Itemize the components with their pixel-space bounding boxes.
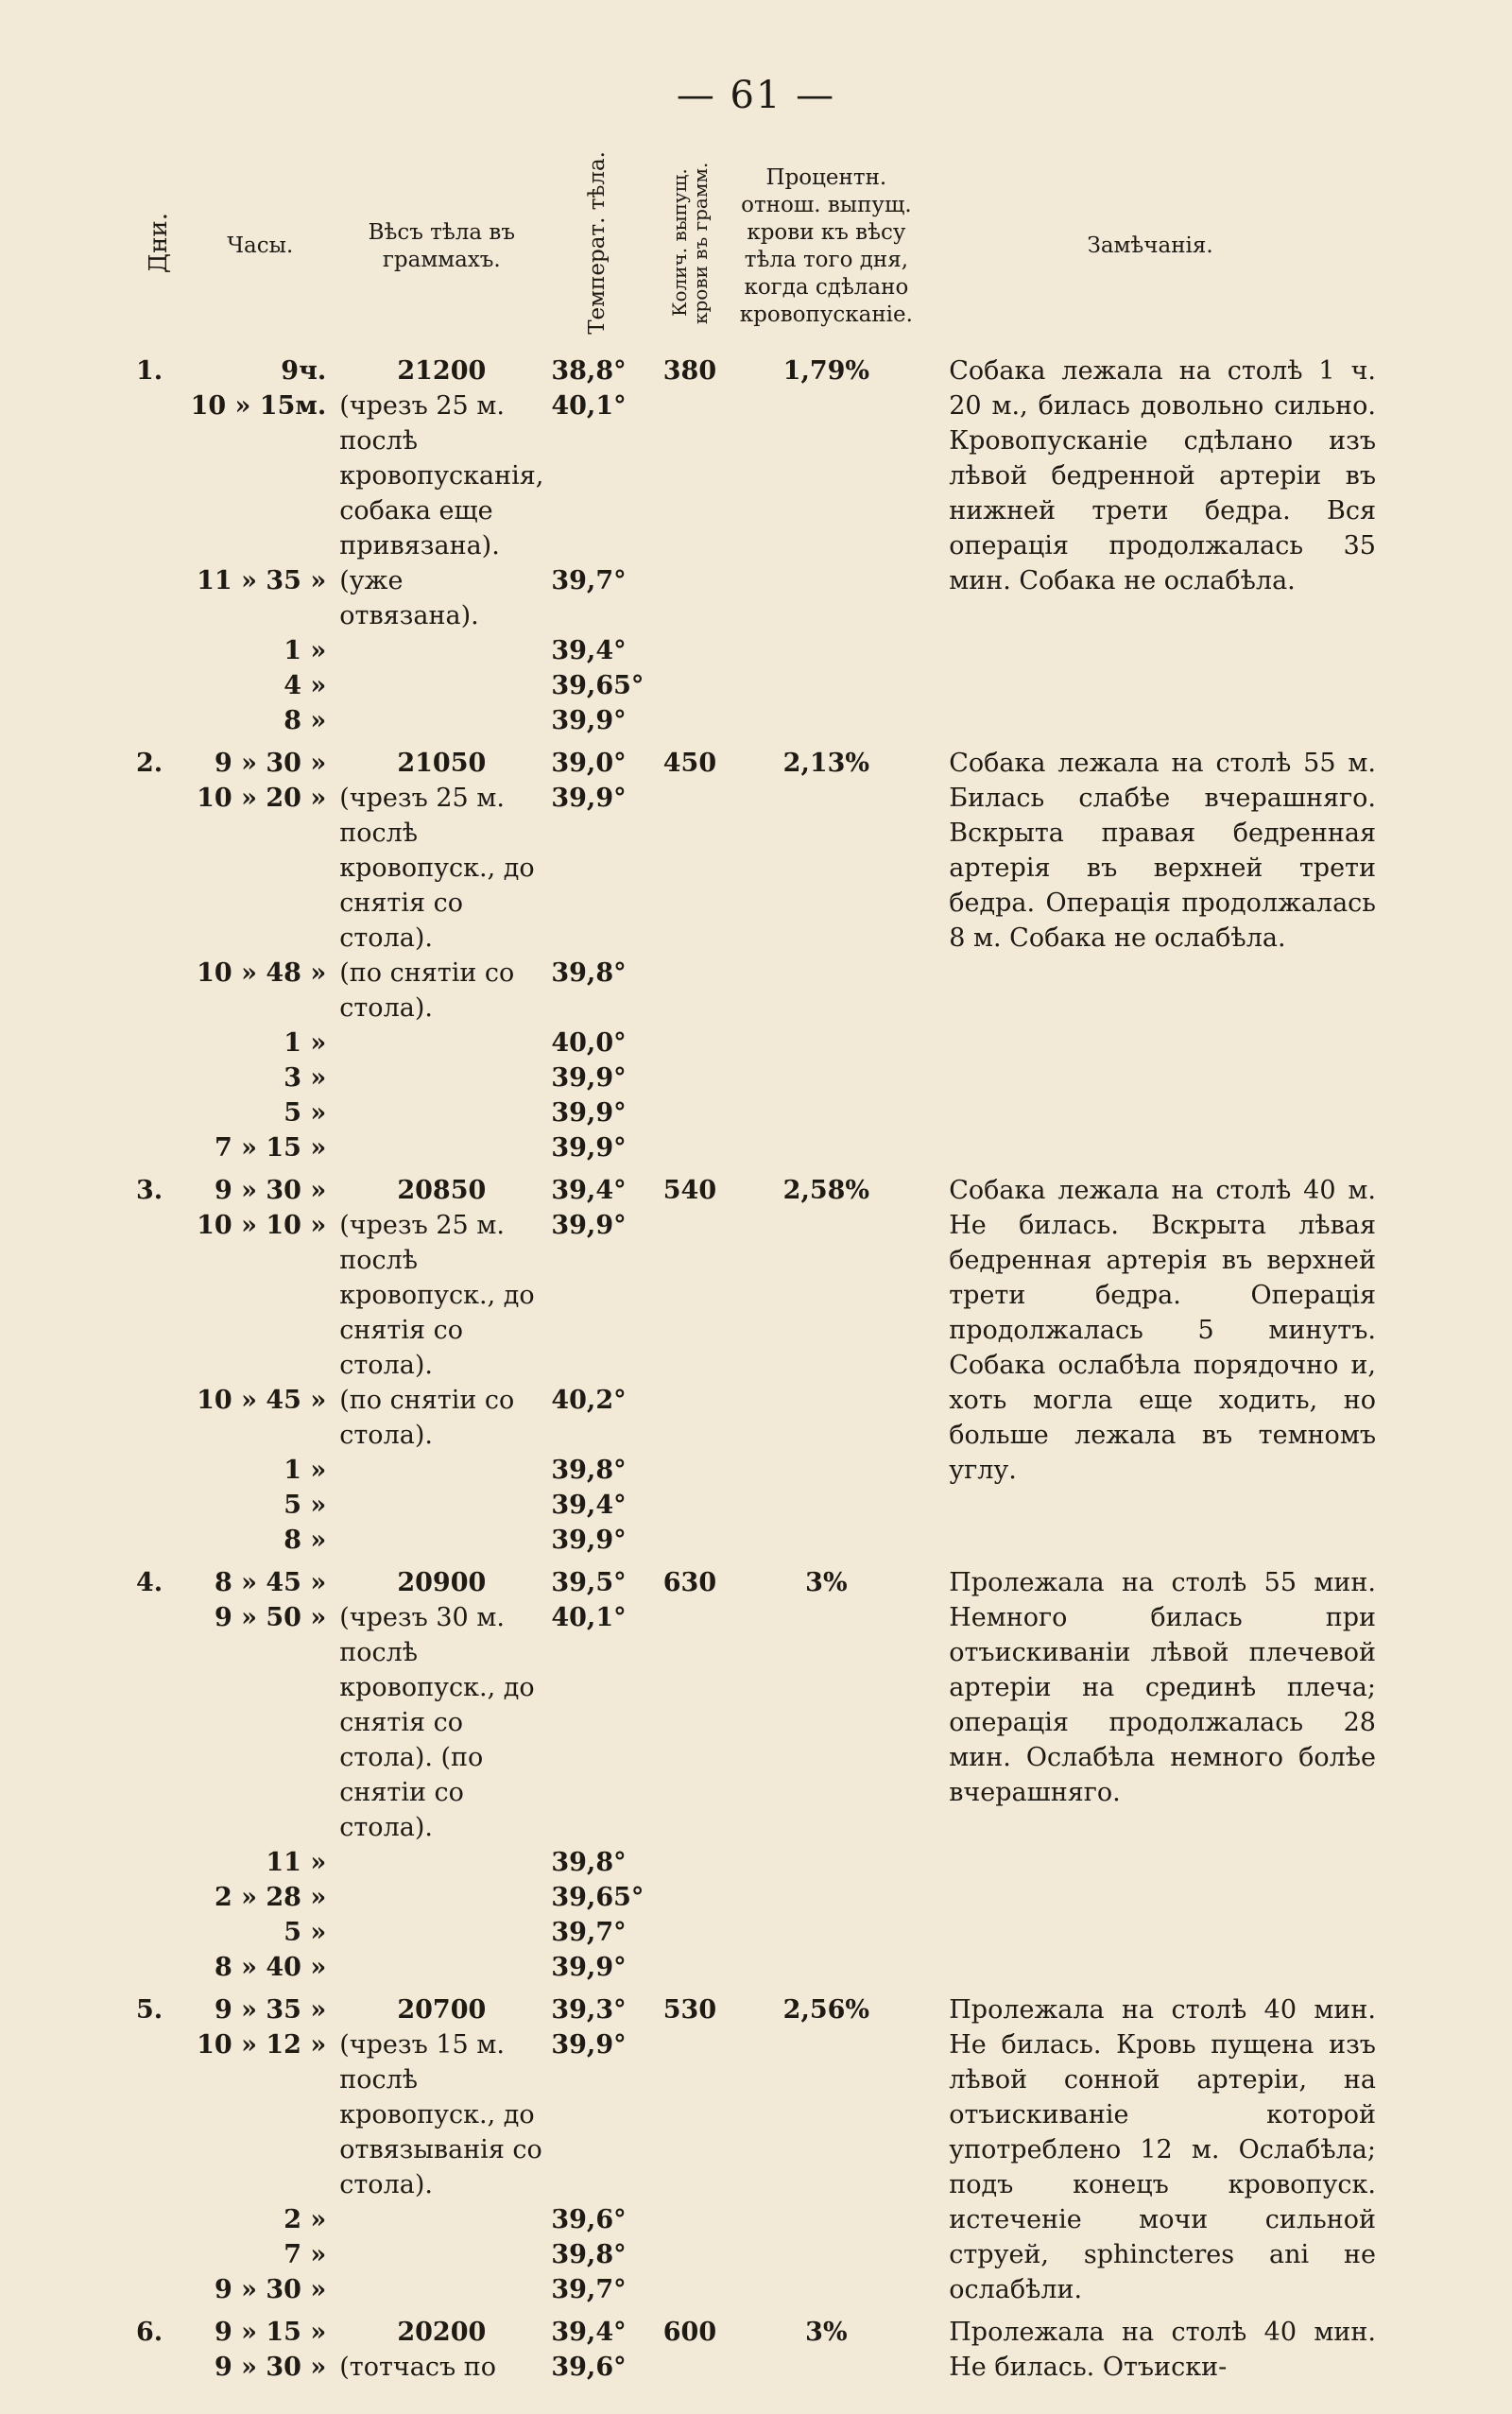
temperature-cell: 38,8° [551,355,627,386]
temperature-cell: 40,1° [551,390,627,421]
blood-amount-cell: 450 [662,748,717,778]
time-cell: 9 » 50 » [214,1602,327,1632]
day-number [132,2027,184,2202]
day-number [132,1915,184,1950]
time-cell: 9 » 30 » [214,2352,327,2382]
weight-cell [335,1060,547,1095]
day-number [132,1488,184,1523]
time-cell: 5 » [284,1917,327,1947]
weight-cell [335,2237,547,2272]
weight-cell: 20900 [397,1567,487,1597]
weight-cell [335,703,547,738]
day-separator [132,1558,1380,1565]
weight-cell: 21050 [397,748,487,778]
temperature-cell: 39,65° [551,670,644,700]
temperature-cell: 39,9° [551,1062,627,1093]
time-cell: 10 » 10 » [197,1210,327,1240]
temperature-cell: 39,9° [551,1525,627,1555]
weight-cell [335,1845,547,1880]
weight-cell: (чрезъ 25 м. послѣ кровопуск., до снятія со стола). [339,783,535,953]
time-cell: 9 » 30 » [214,748,327,778]
temperature-cell: 39,8° [551,957,627,988]
time-cell: 8 » [284,1525,327,1555]
day-number [132,1130,184,1165]
day-number [132,1453,184,1488]
percent-cell: 2,13% [782,748,870,778]
time-cell: 9 » 30 » [214,2274,327,2304]
day-number [132,1845,184,1880]
blood-amount-cell: 380 [662,355,717,386]
temperature-cell: 39,65° [551,1882,644,1912]
weight-cell: (чрезъ 30 м. послѣ кровопуск., до снятія со стола). (по снятіи со стола). [339,1602,535,1842]
weight-cell: (чрезъ 25 м. послѣ кровопуск., до снятія со стола). [339,1210,535,1380]
temperature-cell: 39,9° [551,1097,627,1128]
temperature-cell: 40,2° [551,1385,627,1415]
time-cell: 1 » [284,1027,327,1058]
temperature-cell: 39,9° [551,1210,627,1240]
remarks-cell: Пролежала на столѣ 40 мин. Не билась. Отъиски- [949,2317,1376,2382]
time-cell: 5 » [284,1097,327,1128]
weight-cell [335,1950,547,1985]
weight-cell [335,2272,547,2307]
blood-amount-cell: 600 [662,2317,717,2347]
header-blood-amount: Колич. выпущ. крови въ грамм. [667,162,712,324]
weight-cell [335,668,547,703]
weight-cell [335,1488,547,1523]
time-cell: 9 » 35 » [214,1994,327,2025]
weight-cell: (тотчасъ по [339,2352,496,2382]
weight-cell [335,2202,547,2237]
time-cell: 8 » 45 » [214,1567,327,1597]
temperature-cell: 39,0° [551,748,627,778]
weight-cell: (по снятіи со стола). [339,957,515,1023]
header-weight: Вѣсъ тѣла въ граммахъ. [368,219,515,272]
temperature-cell: 39,8° [551,2239,627,2269]
weight-cell: (чрезъ 15 м. послѣ кровопуск., до отвязыванія со стола). [339,2029,542,2199]
day-number: 3. [136,1175,163,1205]
weight-cell: 20700 [397,1994,487,2025]
time-cell: 9 » 15 » [214,2317,327,2347]
table-header [132,151,1380,353]
weight-cell [335,1523,547,1558]
temperature-cell: 39,6° [551,2352,627,2382]
time-cell: 10 » 12 » [197,2029,327,2060]
table-row [132,1173,1380,1208]
day-separator [132,2385,1380,2392]
weight-cell [335,1880,547,1915]
weight-cell: 20850 [397,1175,487,1205]
time-cell: 2 » [284,2204,327,2234]
day-number [132,1523,184,1558]
time-cell: 10 » 15м. [190,390,327,421]
day-separator [132,1165,1380,1173]
temperature-cell: 39,8° [551,1847,627,1877]
time-cell: 4 » [284,670,327,700]
day-number: 1. [136,355,163,386]
temperature-cell: 39,4° [551,2317,627,2347]
time-cell: 11 » 35 » [197,565,327,595]
remarks-cell: Собака лежала на столѣ 1 ч. 20 м., билась довольно сильно. Кровопусканіе сдѣлано изъ лѣвой бедренной артеріи въ нижней трети бедра. Вся операція продолжалась 35 мин. Собака не ослабѣла. [949,355,1376,595]
weight-cell [335,1453,547,1488]
header-percent: Процентн. отнош. выпущ. крови къ вѣсу тѣла того дня, когда сдѣлано кровопусканіе. [739,164,913,327]
day-separator [132,738,1380,746]
weight-cell [335,1095,547,1130]
temperature-cell: 39,4° [551,1490,627,1520]
day-number [132,563,184,633]
day-number [132,1383,184,1453]
day-number [132,1950,184,1985]
weight-cell: (чрезъ 25 м. послѣ кровопусканія, собака еще привязана). [339,390,544,560]
percent-cell: 1,79% [782,355,870,386]
time-cell: 5 » [284,1490,327,1520]
temperature-cell: 39,9° [551,705,627,735]
time-cell: 8 » [284,705,327,735]
time-cell: 10 » 45 » [197,1385,327,1415]
day-number [132,703,184,738]
percent-cell: 2,58% [782,1175,870,1205]
day-number [132,956,184,1026]
weight-cell [335,1130,547,1165]
weight-cell [335,1026,547,1060]
day-number [132,1880,184,1915]
time-cell: 2 » 28 » [214,1882,327,1912]
table-row [132,2315,1380,2350]
weight-cell: (уже отвязана). [339,565,479,630]
header-day: Дни. [144,212,173,273]
time-cell: 7 » 15 » [214,1132,327,1163]
remarks-cell: Собака лежала на столѣ 40 м. Не билась. Вскрыта лѣвая бедренная артерія въ верхней трети бедра. Операція продолжалась 5 минутъ. Собака ослабѣла порядочно и, хоть могла еще ходить, но больше лежала въ темномъ углу. [949,1175,1376,1485]
time-cell: 9 » 30 » [214,1175,327,1205]
temperature-cell: 39,9° [551,2029,627,2060]
day-number [132,1026,184,1060]
weight-cell: 21200 [397,355,487,386]
weight-cell: (по снятіи со стола). [339,1385,515,1450]
temperature-cell: 39,7° [551,565,627,595]
day-number [132,1208,184,1383]
day-number [132,2272,184,2307]
table-row [132,1565,1380,1600]
temperature-cell: 39,3° [551,1994,627,2025]
weight-cell: 20200 [397,2317,487,2347]
temperature-cell: 39,4° [551,635,627,665]
remarks-cell: Собака лежала на столѣ 55 м. Билась слабѣе вчерашняго. Вскрыта правая бедренная артерія въ верхней трети бедра. Операція продолжалась 8 м. Собака не ослабѣла. [949,748,1376,953]
percent-cell: 3% [805,2317,848,2347]
percent-cell: 2,56% [782,1994,870,2025]
temperature-cell: 39,9° [551,1132,627,1163]
day-number [132,633,184,668]
temperature-cell: 39,9° [551,783,627,813]
time-cell: 3 » [284,1062,327,1093]
blood-amount-cell: 630 [662,1567,717,1597]
temperature-cell: 39,5° [551,1567,627,1597]
temperature-cell: 39,7° [551,1917,627,1947]
day-number [132,2237,184,2272]
weight-cell [335,1915,547,1950]
day-number: 5. [136,1994,163,2025]
day-number [132,1600,184,1845]
day-number [132,1060,184,1095]
day-number [132,668,184,703]
time-cell: 7 » [284,2239,327,2269]
time-cell: 10 » 48 » [197,957,327,988]
header-temperature: Температ. тѣла. [585,151,610,335]
time-cell: 1 » [284,1455,327,1485]
day-number [132,781,184,956]
bloodletting-table [132,151,1380,2392]
day-number [132,1095,184,1130]
table-row [132,1992,1380,2027]
temperature-cell: 40,0° [551,1027,627,1058]
temperature-cell: 40,1° [551,1602,627,1632]
temperature-cell: 39,4° [551,1175,627,1205]
temperature-cell: 39,6° [551,2204,627,2234]
remarks-cell: Пролежала на столѣ 40 мин. Не билась. Кровь пущена изъ лѣвой сонной артеріи, на отъискиваніе которой употреблено 12 м. Ослабѣла; подъ конецъ кровопуск. истеченіе мочи сильной струей, sphincteres ani не ослабѣли. [949,1994,1376,2304]
time-cell: 8 » 40 » [214,1952,327,1982]
time-cell: 1 » [284,635,327,665]
table-row [132,746,1380,781]
temperature-cell: 39,7° [551,2274,627,2304]
header-remarks: Замѣчанія. [1087,233,1213,259]
day-separator [132,2307,1380,2315]
day-number: 4. [136,1567,163,1597]
day-separator [132,1985,1380,1992]
remarks-cell: Пролежала на столѣ 55 мин. Немного билась при отъискиваніи лѣвой плечевой артеріи на срединѣ плеча; операція продолжалась 28 мин. Ослабѣла немного болѣе вчерашняго. [949,1567,1376,1807]
day-number [132,2350,184,2385]
page-number: — 61 — [676,74,836,117]
day-number [132,388,184,563]
time-cell: 10 » 20 » [197,783,327,813]
blood-amount-cell: 530 [662,1994,717,2025]
temperature-cell: 39,8° [551,1455,627,1485]
temperature-cell: 39,9° [551,1952,627,1982]
table-row [132,353,1380,388]
blood-amount-cell: 540 [662,1175,717,1205]
day-number [132,2202,184,2237]
percent-cell: 3% [805,1567,848,1597]
header-time: Часы. [227,233,294,259]
day-number: 2. [136,748,163,778]
time-cell: 11 » [266,1847,327,1877]
weight-cell [335,633,547,668]
time-cell: 9ч. [281,355,327,386]
day-number: 6. [136,2317,163,2347]
